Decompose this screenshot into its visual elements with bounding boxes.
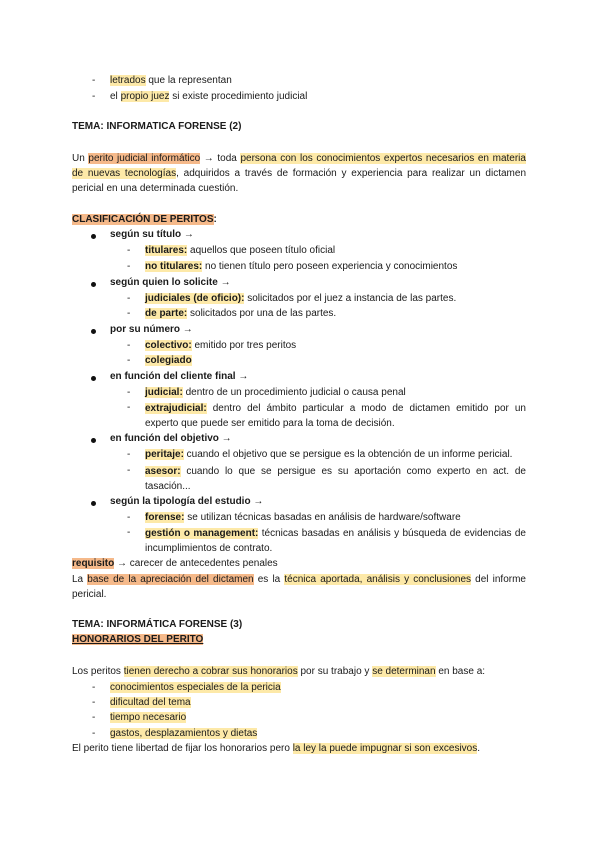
list-item: tiempo necesario [110,712,187,723]
list-item: no titulares: no tienen título pero poseen experiencia y conocimientos [145,261,458,272]
list-dash: - [127,387,131,398]
list-item: titulares: aquellos que poseen título oficial [145,245,336,256]
section-subtitle: HONORARIOS DEL PERITO [72,634,204,645]
list-item: conocimientos especiales de la pericia [110,682,281,693]
list-dash: - [127,245,131,256]
section-title: TEMA: INFORMATICA FORENSE (2) [72,121,242,132]
paragraph-line: La base de la apreciación del dictamen es la técnica aportada, análisis y conclusiones del informe [72,574,526,585]
list-item: forense: se utilizan técnicas basadas en análisis de hardware/software [145,512,461,523]
bullet-icon [91,329,96,334]
paragraph-line: pericial en una determinada cuestión. [72,183,239,194]
list-dash: - [127,402,131,413]
list-item: peritaje: cuando el objetivo que se persigue es la obtención de un informe pericial. [145,449,513,460]
list-dash: - [127,355,131,366]
group-title: en función del objetivo → [110,433,232,444]
list-dash: - [127,261,131,272]
list-item: dificultad del tema [110,697,191,708]
requirement-line: requisito → carecer de antecedentes penales [72,558,278,569]
list-item-continuation: tasación... [145,481,191,492]
bullet-icon [91,234,96,239]
list-item: asesor: cuando lo que se persigue es su aportación como experto en act. de [145,466,526,477]
section-title: TEMA: INFORMÁTICA FORENSE (3) [72,619,243,630]
paragraph-line: pericial. [72,589,107,600]
list-item: letrados que la representan [110,75,232,86]
list-item: gestión o management: técnicas basadas en análisis y búsqueda de evidencias de [145,528,526,539]
paragraph-line: Un perito judicial informático → toda persona con los conocimientos expertos necesarios en materia [72,153,526,164]
list-dash: - [92,75,96,86]
list-dash: - [127,293,131,304]
group-title: según quien lo solicite → [110,277,231,288]
list-dash: - [127,449,131,460]
list-dash: - [92,712,96,723]
group-title: por su número → [110,324,193,335]
list-item: de parte: solicitados por una de las partes. [145,308,337,319]
paragraph-line: de nuevas tecnologías, adquiridos a través de formación y experiencia para realizar un dictamen [72,168,527,179]
list-item-continuation: incumplimientos de contrato. [145,543,273,554]
list-dash: - [127,512,131,523]
list-item: extrajudicial: dentro del ámbito particular a modo de dictamen emitido por un [145,403,526,414]
list-dash: - [92,91,96,102]
list-item: colegiado [145,355,192,366]
list-dash: - [127,308,131,319]
bullet-icon [91,501,96,506]
bullet-icon [91,376,96,381]
list-dash: - [92,682,96,693]
list-item-continuation: experto que puede ser emitido para la toma de decisión. [145,418,395,429]
list-dash: - [127,527,131,538]
list-item: judiciales (de oficio): solicitados por el juez a instancia de las partes. [145,293,457,304]
group-title: según la tipología del estudio → [110,496,264,507]
paragraph-line: El perito tiene libertad de fijar los honorarios pero la ley la puede impugnar si son excesivos. [72,743,481,754]
list-item: colectivo: emitido por tres peritos [145,340,297,351]
group-title: en función del cliente final → [110,371,249,382]
list-dash: - [127,465,131,476]
list-item: judicial: dentro de un procedimiento judicial o causa penal [145,387,406,398]
list-dash: - [92,697,96,708]
classification-title: CLASIFICACIÓN DE PERITOS: [72,214,217,225]
group-title: según su título → [110,229,194,240]
bullet-icon [91,438,96,443]
list-item: el propio juez si existe procedimiento judicial [110,91,308,102]
list-item: gastos, desplazamientos y dietas [110,728,258,739]
bullet-icon [91,282,96,287]
list-dash: - [92,728,96,739]
list-dash: - [127,340,131,351]
paragraph-line: Los peritos tienen derecho a cobrar sus honorarios por su trabajo y se determinan en base a: [72,666,486,677]
